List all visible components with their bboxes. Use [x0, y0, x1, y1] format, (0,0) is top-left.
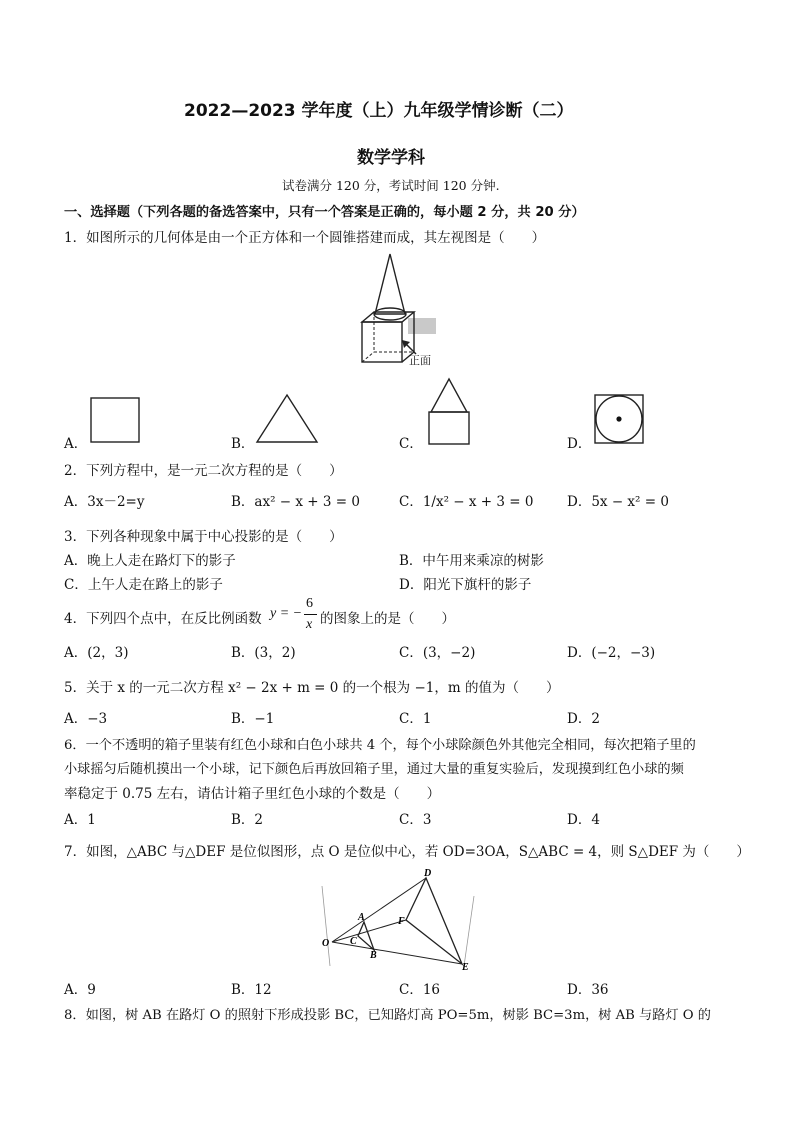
q1-stem: 1．如图所示的几何体是由一个正方体和一个圆锥搭建而成，其左视图是（ ）	[64, 230, 546, 246]
q1-option-a-label: A．	[64, 436, 88, 452]
q1-option-b-label: B．	[231, 436, 255, 452]
q8-stem: 8．如图，树 AB 在路灯 O 的照射下形成投影 BC，已知路灯高 PO=5m，树影 BC=3m，树 AB 与路灯 O 的	[64, 1008, 711, 1023]
q3-option-c: C．上午人走在路上的影子	[64, 577, 223, 593]
q5-option-c: C．1	[399, 711, 432, 727]
q1-option-a-square	[88, 396, 142, 446]
q7-homothety-figure	[318, 866, 478, 974]
q3-option-d: D．阳光下旗杆的影子	[399, 577, 532, 593]
q2-option-d: D．5x − x² = 0	[567, 494, 669, 510]
q6-option-a: A．1	[64, 812, 96, 828]
q5-stem: 5．关于 x 的一元二次方程 x² − 2x + m = 0 的一个根为 −1，m 的值为（ ）	[64, 680, 560, 696]
q4-frac-den: x	[306, 617, 313, 632]
q2-option-b: B．ax² − x + 3 = 0	[231, 494, 360, 510]
q6-option-b: B．2	[231, 812, 264, 828]
q6-option-c: C．3	[399, 812, 432, 828]
q4-frac-num: 6	[306, 596, 313, 611]
section-heading: 一、选择题（下列各题的备选答案中，只有一个答案是正确的，每小题 2 分，共 20 分）	[64, 205, 585, 220]
label-b: B	[370, 950, 377, 961]
q7-option-a: A．9	[64, 982, 96, 998]
q1-option-c-label: C．	[399, 436, 423, 452]
q6-line-1: 6．一个不透明的箱子里装有红色小球和白色小球共 4 个，每个小球除颜色外其他完全相同，每次把箱子里的	[64, 738, 696, 753]
q6-line-2: 小球摇匀后随机摸出一个小球，记下颜色后再放回箱子里，通过大量的重复实验后，发现摸到红色小球的频	[64, 762, 684, 777]
q6-line-3: 率稳定于 0.75 左右，请估计箱子里红色小球的个数是（ ）	[64, 786, 441, 802]
q4-frac-bar	[304, 614, 317, 615]
q4-option-a: A．(2，3)	[64, 645, 129, 661]
q6-option-d: D．4	[567, 812, 600, 828]
label-e: E	[462, 962, 469, 973]
q7-stem: 7．如图，△ABC 与△DEF 是位似图形，点 O 是位似中心，若 OD=3OA，S△ABC = 4，则 S△DEF 为（ ）	[64, 844, 750, 860]
q2-stem: 2．下列方程中，是一元二次方程的是（ ）	[64, 463, 343, 479]
q4-option-b: B．(3，2)	[231, 645, 296, 661]
q3-option-b: B．中午用来乘凉的树影	[399, 553, 544, 569]
q7-option-c: C．16	[399, 982, 441, 998]
q7-option-d: D．36	[567, 982, 609, 998]
label-c: C	[350, 936, 357, 947]
q4-option-c: C．(3，−2)	[399, 645, 476, 661]
q7-option-b: B．12	[231, 982, 272, 998]
q1-solid-figure	[350, 248, 440, 368]
label-d: D	[424, 868, 432, 879]
q4-func-y: y = −	[270, 606, 303, 621]
q2-option-c: C．1/x² − x + 3 = 0	[399, 494, 534, 510]
label-a: A	[358, 912, 365, 923]
q1-option-d-circle-square	[592, 392, 646, 446]
q1-option-d-label: D．	[567, 436, 592, 452]
q1-option-b-triangle	[254, 392, 320, 446]
q1-option-c-house-shape	[423, 376, 475, 448]
label-f: F	[398, 916, 405, 927]
q4-stem-post: 的图象上的是（ ）	[320, 611, 455, 627]
q5-option-d: D．2	[567, 711, 600, 727]
q5-option-a: A．−3	[64, 711, 108, 727]
q4-option-d: D．(−2，−3)	[567, 645, 656, 661]
front-label: 正面	[409, 354, 431, 367]
exam-note: 试卷满分 120 分，考试时间 120 分钟.	[282, 178, 500, 193]
page-title: 2022—2023 学年度（上）九年级学情诊断（二）	[184, 101, 574, 121]
q3-stem: 3．下列各种现象中属于中心投影的是（ ）	[64, 529, 343, 545]
q4-stem-pre: 4．下列四个点中，在反比例函数	[64, 611, 262, 627]
subject-title: 数学学科	[357, 148, 425, 168]
q2-option-a: A．3x－2=y	[64, 494, 145, 510]
q5-option-b: B．−1	[231, 711, 275, 727]
label-o: O	[322, 938, 330, 949]
q3-option-a: A．晚上人走在路灯下的影子	[64, 553, 236, 569]
